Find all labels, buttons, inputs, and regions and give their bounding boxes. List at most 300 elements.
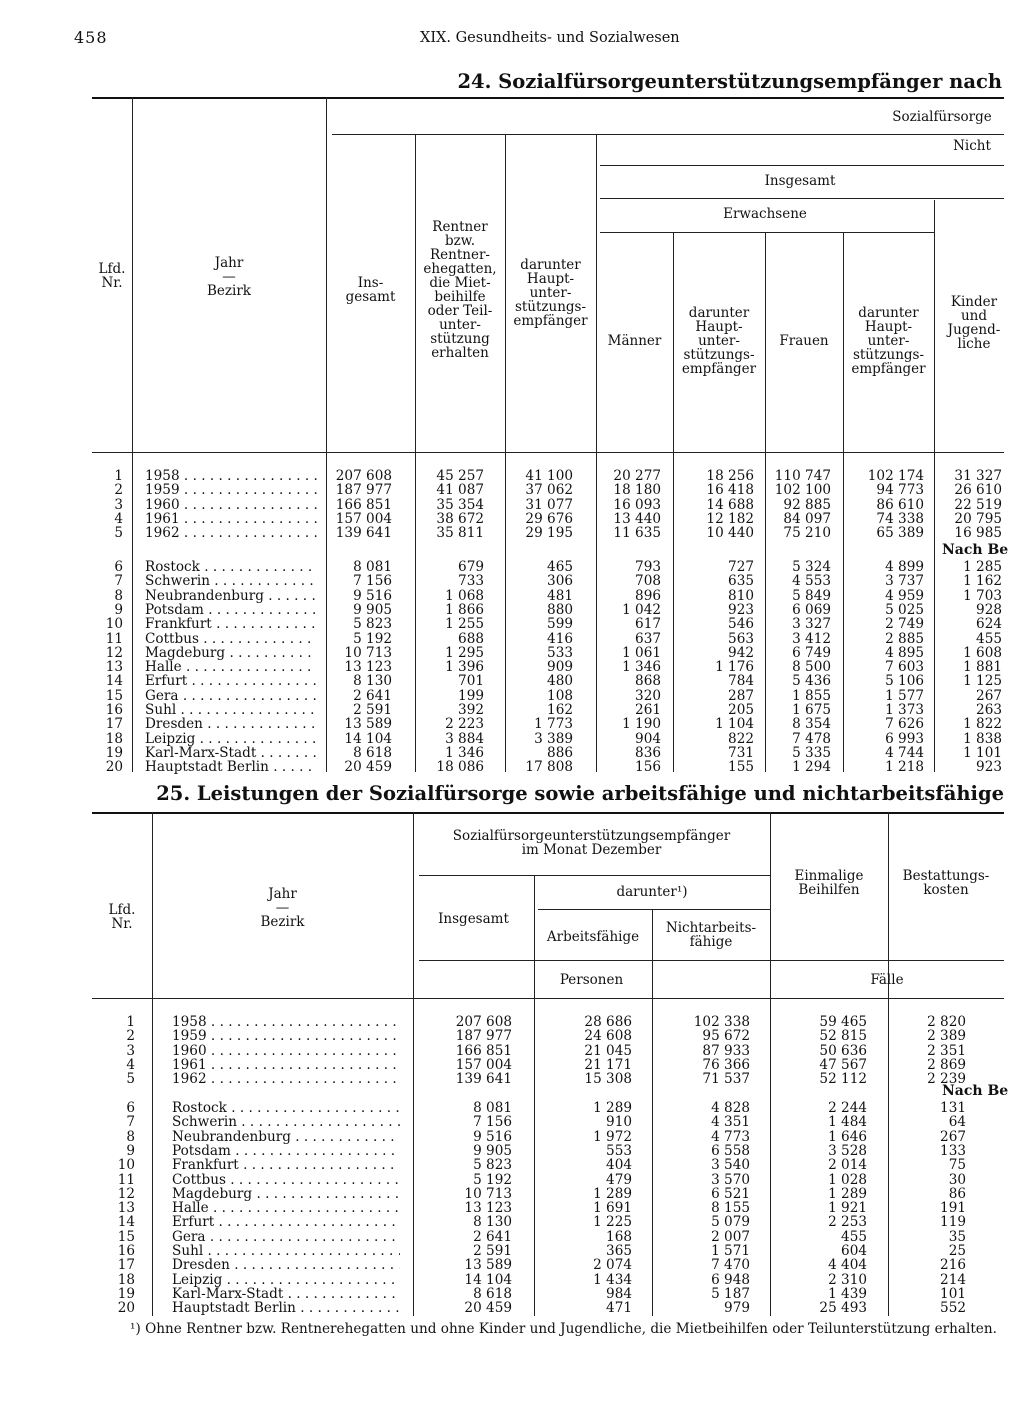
row-label: Potsdam . . . xyxy=(145,603,317,617)
row-number: 1 xyxy=(126,1014,135,1030)
row-number: 6 xyxy=(114,559,123,575)
cell-value: 41 100 xyxy=(525,468,573,484)
row-number: 4 xyxy=(126,1056,135,1073)
row-label: 1959 . . . xyxy=(145,483,317,497)
cell-value: 8 130 xyxy=(473,1214,512,1231)
t24-header-frauen: Frauen xyxy=(779,333,829,349)
cell-value: 13 589 xyxy=(464,1257,512,1274)
row-label: 1958 . . . xyxy=(145,469,317,483)
t24-header-lfd: Lfd. Nr. xyxy=(98,261,126,291)
cell-value: 199 xyxy=(458,687,484,704)
t25-header-lfd: Lfd. Nr. xyxy=(108,902,136,932)
cell-value: 1 691 xyxy=(593,1200,632,1217)
cell-value: 7 156 xyxy=(473,1114,512,1131)
row-label: Schwerin . . . xyxy=(172,1115,400,1129)
table-row xyxy=(0,660,1024,674)
table-row xyxy=(0,674,1024,688)
cell-value: 2 253 xyxy=(828,1214,867,1231)
row-number: 13 xyxy=(117,1200,135,1217)
cell-value: 1 396 xyxy=(445,659,484,676)
cell-value: 3 389 xyxy=(534,730,573,747)
cell-value: 30 xyxy=(948,1171,966,1188)
table-row xyxy=(0,1215,1024,1229)
t25-header-insgesamt: Insgesamt xyxy=(438,911,509,927)
cell-value: 52 112 xyxy=(819,1071,867,1088)
row-label: Erfurt . . . xyxy=(145,674,317,688)
cell-value: 1 608 xyxy=(963,644,1002,661)
cell-value: 20 459 xyxy=(344,759,392,776)
row-number: 18 xyxy=(117,1271,135,1288)
cell-value: 2 074 xyxy=(593,1257,632,1274)
cell-value: 1 289 xyxy=(828,1185,867,1202)
cell-value: 191 xyxy=(940,1200,966,1217)
cell-value: 404 xyxy=(606,1157,632,1174)
row-number: 16 xyxy=(117,1243,135,1259)
table-row xyxy=(0,632,1024,646)
cell-value: 1 822 xyxy=(963,716,1002,733)
cell-value: 74 338 xyxy=(876,510,924,527)
row-label: 1959 . . . xyxy=(172,1029,400,1043)
cell-value: 2 239 xyxy=(927,1071,966,1088)
t24-header-maenner: Männer xyxy=(607,333,662,349)
cell-value: 95 672 xyxy=(702,1028,750,1045)
cell-value: 6 521 xyxy=(711,1185,750,1202)
cell-value: 75 xyxy=(948,1157,966,1174)
table-row xyxy=(0,1058,1024,1072)
cell-value: 896 xyxy=(635,587,661,604)
t25-header-faelle: Fälle xyxy=(870,972,904,988)
cell-value: 9 905 xyxy=(353,601,392,618)
cell-value: 1 703 xyxy=(963,587,1002,604)
cell-value: 479 xyxy=(606,1171,632,1188)
cell-value: 5 324 xyxy=(792,559,831,575)
cell-value: 64 xyxy=(948,1114,966,1131)
row-label: Leipzig . . . xyxy=(145,732,317,746)
row-label: Karl-Marx-Stadt . . . xyxy=(172,1287,400,1301)
cell-value: 1 190 xyxy=(622,716,661,733)
cell-value: 810 xyxy=(728,587,754,604)
cell-value: 9 516 xyxy=(473,1128,512,1145)
row-number: 15 xyxy=(117,1228,135,1245)
cell-value: 1 346 xyxy=(445,744,484,761)
cell-value: 604 xyxy=(841,1243,867,1259)
cell-value: 52 815 xyxy=(819,1028,867,1045)
t24-header-frauen-darunter: darunter Haupt- unter- stützungs- empfänger xyxy=(851,305,926,377)
table-row xyxy=(0,1244,1024,1258)
cell-value: 3 570 xyxy=(711,1171,750,1188)
t25-footnote: ¹) Ohne Rentner bzw. Rentnerehegatten und ohne Kinder und Jugendliche, die Mietbeihilfen oder Teilunterstützung erhalten. xyxy=(130,1321,997,1337)
cell-value: 131 xyxy=(940,1100,966,1116)
cell-value: 320 xyxy=(635,687,661,704)
cell-value: 16 093 xyxy=(613,496,661,513)
cell-value: 5 192 xyxy=(353,630,392,647)
row-number: 2 xyxy=(126,1028,135,1045)
cell-value: 731 xyxy=(728,744,754,761)
row-number: 11 xyxy=(105,630,123,647)
table-row xyxy=(0,526,1024,540)
cell-value: 16 418 xyxy=(706,482,754,499)
table-row xyxy=(0,1287,1024,1301)
cell-value: 2 591 xyxy=(473,1243,512,1259)
table-row xyxy=(0,703,1024,717)
cell-value: 1 295 xyxy=(445,644,484,661)
row-number: 19 xyxy=(105,744,123,761)
cell-value: 22 519 xyxy=(954,496,1002,513)
cell-value: 8 155 xyxy=(711,1200,750,1217)
cell-value: 18 256 xyxy=(706,468,754,484)
table-row xyxy=(0,689,1024,703)
cell-value: 1 921 xyxy=(828,1200,867,1217)
cell-value: 1 068 xyxy=(445,587,484,604)
t24-header-darunter-haupt: darunter Haupt- unter- stützungs- empfänger xyxy=(513,257,588,329)
cell-value: 6 069 xyxy=(792,601,831,618)
row-label: Gera . . . xyxy=(172,1230,400,1244)
cell-value: 10 440 xyxy=(706,525,754,542)
row-number: 4 xyxy=(114,510,123,527)
t24-header-kinder: Kinder und Jugend- liche xyxy=(947,294,1001,352)
cell-value: 102 174 xyxy=(867,468,924,484)
cell-value: 979 xyxy=(724,1300,750,1317)
row-label: Gera . . . xyxy=(145,689,317,703)
cell-value: 166 851 xyxy=(455,1042,512,1059)
row-number: 7 xyxy=(126,1114,135,1131)
cell-value: 7 626 xyxy=(885,716,924,733)
cell-value: 5 849 xyxy=(792,587,831,604)
cell-value: 552 xyxy=(940,1300,966,1317)
cell-value: 41 087 xyxy=(436,482,484,499)
cell-value: 635 xyxy=(728,573,754,590)
table-row xyxy=(0,469,1024,483)
table-row xyxy=(0,574,1024,588)
t24-header-maenner-darunter: darunter Haupt- unter- stützungs- empfänger xyxy=(681,305,757,377)
cell-value: 15 308 xyxy=(584,1071,632,1088)
cell-value: 35 xyxy=(948,1228,966,1245)
cell-value: 3 540 xyxy=(711,1157,750,1174)
cell-value: 2 351 xyxy=(927,1042,966,1059)
cell-value: 14 104 xyxy=(344,730,392,747)
cell-value: 5 436 xyxy=(792,673,831,690)
cell-value: 139 641 xyxy=(335,525,392,542)
row-number: 14 xyxy=(105,673,123,690)
cell-value: 7 478 xyxy=(792,730,831,747)
t25-header-empf-group: Sozialfürsorgeunterstützungsempfänger im Monat Dezember xyxy=(452,828,731,858)
row-label: 1960 . . . xyxy=(145,498,317,512)
cell-value: 1 571 xyxy=(711,1243,750,1259)
row-number: 19 xyxy=(117,1285,135,1302)
cell-value: 25 xyxy=(948,1243,966,1259)
cell-value: 14 688 xyxy=(706,496,754,513)
cell-value: 4 744 xyxy=(885,744,924,761)
row-number: 6 xyxy=(126,1100,135,1116)
cell-value: 481 xyxy=(547,587,573,604)
cell-value: 26 610 xyxy=(954,482,1002,499)
cell-value: 35 354 xyxy=(436,496,484,513)
cell-value: 29 195 xyxy=(525,525,573,542)
page-number: 458 xyxy=(74,28,108,47)
cell-value: 923 xyxy=(728,601,754,618)
table-row xyxy=(0,498,1024,512)
cell-value: 880 xyxy=(547,601,573,618)
cell-value: 11 635 xyxy=(613,525,661,542)
cell-value: 187 977 xyxy=(335,482,392,499)
row-label: 1961 . . . xyxy=(172,1058,400,1072)
cell-value: 76 366 xyxy=(702,1056,750,1073)
cell-value: 21 171 xyxy=(584,1056,632,1073)
cell-value: 157 004 xyxy=(455,1056,512,1073)
cell-value: 110 747 xyxy=(774,468,831,484)
row-number: 5 xyxy=(126,1071,135,1088)
row-number: 12 xyxy=(105,644,123,661)
row-label: Dresden . . . xyxy=(145,717,317,731)
table-row xyxy=(0,760,1024,774)
cell-value: 1 866 xyxy=(445,601,484,618)
cell-value: 29 676 xyxy=(525,510,573,527)
row-label: Halle . . . xyxy=(172,1201,400,1215)
row-number: 20 xyxy=(117,1300,135,1317)
t24-header-jahr: Jahr — Bezirk xyxy=(207,255,251,299)
cell-value: 471 xyxy=(606,1300,632,1317)
cell-value: 942 xyxy=(728,644,754,661)
cell-value: 108 xyxy=(547,687,573,704)
t24-header-nicht: Nicht xyxy=(953,138,991,154)
t25-header-personen: Personen xyxy=(559,972,624,988)
cell-value: 102 100 xyxy=(774,482,831,499)
cell-value: 4 553 xyxy=(792,573,831,590)
row-number: 13 xyxy=(105,659,123,676)
t25-header-jahr: Jahr — Bezirk xyxy=(260,886,305,930)
cell-value: 7 470 xyxy=(711,1257,750,1274)
cell-value: 5 106 xyxy=(885,673,924,690)
table-row xyxy=(0,1173,1024,1187)
cell-value: 1 294 xyxy=(792,759,831,776)
cell-value: 13 123 xyxy=(344,659,392,676)
table-row xyxy=(0,1301,1024,1315)
cell-value: 1 855 xyxy=(792,687,831,704)
row-label: Leipzig . . . xyxy=(172,1273,400,1287)
table-row xyxy=(0,646,1024,660)
cell-value: 617 xyxy=(635,616,661,633)
cell-value: 416 xyxy=(547,630,573,647)
cell-value: 2 885 xyxy=(885,630,924,647)
cell-value: 365 xyxy=(606,1243,632,1259)
cell-value: 637 xyxy=(635,630,661,647)
table-row xyxy=(0,560,1024,574)
cell-value: 86 610 xyxy=(876,496,924,513)
cell-value: 216 xyxy=(940,1257,966,1274)
cell-value: 2 014 xyxy=(828,1157,867,1174)
cell-value: 2 641 xyxy=(353,687,392,704)
t24-header-sozialfuersorge: Sozialfürsorge xyxy=(892,109,992,125)
cell-value: 455 xyxy=(841,1228,867,1245)
cell-value: 3 528 xyxy=(828,1142,867,1159)
cell-value: 6 993 xyxy=(885,730,924,747)
cell-value: 31 327 xyxy=(954,468,1002,484)
cell-value: 392 xyxy=(458,702,484,718)
row-number: 20 xyxy=(105,759,123,776)
cell-value: 1 125 xyxy=(963,673,1002,690)
row-label: Magdeburg . . . xyxy=(145,646,317,660)
cell-value: 13 440 xyxy=(613,510,661,527)
cell-value: 563 xyxy=(728,630,754,647)
cell-value: 4 404 xyxy=(828,1257,867,1274)
cell-value: 261 xyxy=(635,702,661,718)
cell-value: 8 081 xyxy=(353,559,392,575)
cell-value: 533 xyxy=(547,644,573,661)
cell-value: 35 811 xyxy=(436,525,484,542)
cell-value: 1 218 xyxy=(885,759,924,776)
table-row xyxy=(0,1072,1024,1086)
table-row xyxy=(0,512,1024,526)
row-label: Frankfurt . . . xyxy=(172,1158,400,1172)
t24-header-erwachsene: Erwachsene xyxy=(723,206,807,222)
table-row xyxy=(0,1130,1024,1144)
row-number: 2 xyxy=(114,482,123,499)
cell-value: 1 439 xyxy=(828,1285,867,1302)
row-number: 15 xyxy=(105,687,123,704)
cell-value: 1 675 xyxy=(792,702,831,718)
cell-value: 1 881 xyxy=(963,659,1002,676)
row-label: Hauptstadt Berlin . . . xyxy=(172,1301,400,1315)
cell-value: 13 123 xyxy=(464,1200,512,1217)
cell-value: 1 484 xyxy=(828,1114,867,1131)
cell-value: 2 749 xyxy=(885,616,924,633)
table-row xyxy=(0,1029,1024,1043)
row-label: 1962 . . . xyxy=(172,1072,400,1086)
row-label: Halle . . . xyxy=(145,660,317,674)
cell-value: 21 045 xyxy=(584,1042,632,1059)
row-label: 1961 . . . xyxy=(145,512,317,526)
row-label: 1960 . . . xyxy=(172,1044,400,1058)
row-label: Potsdam . . . xyxy=(172,1144,400,1158)
row-number: 10 xyxy=(117,1157,135,1174)
cell-value: 701 xyxy=(458,673,484,690)
row-label: Magdeburg . . . xyxy=(172,1187,400,1201)
cell-value: 3 412 xyxy=(792,630,831,647)
cell-value: 1 972 xyxy=(593,1128,632,1145)
cell-value: 1 434 xyxy=(593,1271,632,1288)
table-row xyxy=(0,603,1024,617)
table-row xyxy=(0,483,1024,497)
cell-value: 1 289 xyxy=(593,1185,632,1202)
t25-header-arbeitsfaehige: Arbeitsfähige xyxy=(546,929,640,945)
table-row xyxy=(0,589,1024,603)
row-number: 5 xyxy=(114,525,123,542)
cell-value: 87 933 xyxy=(702,1042,750,1059)
cell-value: 133 xyxy=(940,1142,966,1159)
cell-value: 24 608 xyxy=(584,1028,632,1045)
cell-value: 5 187 xyxy=(711,1285,750,1302)
cell-value: 31 077 xyxy=(525,496,573,513)
cell-value: 1 162 xyxy=(963,573,1002,590)
cell-value: 553 xyxy=(606,1142,632,1159)
cell-value: 306 xyxy=(547,573,573,590)
table-24-title: 24. Sozialfürsorgeunterstützungsempfänger nach xyxy=(457,70,1002,93)
table-row xyxy=(0,1101,1024,1115)
cell-value: 3 327 xyxy=(792,616,831,633)
cell-value: 20 277 xyxy=(613,468,661,484)
cell-value: 267 xyxy=(940,1128,966,1145)
table-row xyxy=(0,1258,1024,1272)
row-number: 9 xyxy=(126,1142,135,1159)
row-number: 12 xyxy=(117,1185,135,1202)
cell-value: 4 959 xyxy=(885,587,924,604)
cell-value: 455 xyxy=(976,630,1002,647)
cell-value: 909 xyxy=(547,659,573,676)
cell-value: 86 xyxy=(948,1185,966,1202)
row-number: 16 xyxy=(105,702,123,718)
cell-value: 1 577 xyxy=(885,687,924,704)
cell-value: 207 608 xyxy=(455,1014,512,1030)
row-label: 1958 . . . xyxy=(172,1015,400,1029)
cell-value: 5 823 xyxy=(353,616,392,633)
cell-value: 1 838 xyxy=(963,730,1002,747)
cell-value: 12 182 xyxy=(706,510,754,527)
row-label: Schwerin . . . xyxy=(145,574,317,588)
cell-value: 18 086 xyxy=(436,759,484,776)
row-label: 1962 . . . xyxy=(145,526,317,540)
cell-value: 5 079 xyxy=(711,1214,750,1231)
cell-value: 679 xyxy=(458,559,484,575)
cell-value: 8 618 xyxy=(473,1285,512,1302)
row-label: Karl-Marx-Stadt . . . xyxy=(145,746,317,760)
cell-value: 119 xyxy=(940,1214,966,1231)
row-label: Suhl . . . xyxy=(145,703,317,717)
row-label: Frankfurt . . . xyxy=(145,617,317,631)
cell-value: 7 603 xyxy=(885,659,924,676)
cell-value: 10 713 xyxy=(464,1185,512,1202)
cell-value: 480 xyxy=(547,673,573,690)
cell-value: 2 244 xyxy=(828,1100,867,1116)
cell-value: 1 042 xyxy=(622,601,661,618)
cell-value: 2 389 xyxy=(927,1028,966,1045)
cell-value: 784 xyxy=(728,673,754,690)
row-number: 14 xyxy=(117,1214,135,1231)
row-number: 10 xyxy=(105,616,123,633)
row-number: 17 xyxy=(117,1257,135,1274)
cell-value: 928 xyxy=(976,601,1002,618)
cell-value: 2 820 xyxy=(927,1014,966,1030)
table-row xyxy=(0,1273,1024,1287)
cell-value: 9 516 xyxy=(353,587,392,604)
table-row xyxy=(0,617,1024,631)
table-25-title: 25. Leistungen der Sozialfürsorge sowie arbeitsfähige und nichtarbeitsfähige xyxy=(156,782,1004,805)
cell-value: 8 618 xyxy=(353,744,392,761)
cell-value: 3 884 xyxy=(445,730,484,747)
cell-value: 1 773 xyxy=(534,716,573,733)
t25-header-bestattung: Bestattungs- kosten xyxy=(902,868,990,898)
cell-value: 4 899 xyxy=(885,559,924,575)
cell-value: 157 004 xyxy=(335,510,392,527)
cell-value: 166 851 xyxy=(335,496,392,513)
cell-value: 6 948 xyxy=(711,1271,750,1288)
table-row xyxy=(0,1187,1024,1201)
cell-value: 38 672 xyxy=(436,510,484,527)
table-row xyxy=(0,1230,1024,1244)
cell-value: 4 773 xyxy=(711,1128,750,1145)
cell-value: 156 xyxy=(635,759,661,776)
row-label: Dresden . . . xyxy=(172,1258,400,1272)
cell-value: 2 223 xyxy=(445,716,484,733)
cell-value: 162 xyxy=(547,702,573,718)
table-row xyxy=(0,1158,1024,1172)
cell-value: 10 713 xyxy=(344,644,392,661)
cell-value: 1 225 xyxy=(593,1214,632,1231)
cell-value: 733 xyxy=(458,573,484,590)
cell-value: 1 104 xyxy=(715,716,754,733)
cell-value: 1 285 xyxy=(963,559,1002,575)
cell-value: 2 869 xyxy=(927,1056,966,1073)
cell-value: 6 558 xyxy=(711,1142,750,1159)
